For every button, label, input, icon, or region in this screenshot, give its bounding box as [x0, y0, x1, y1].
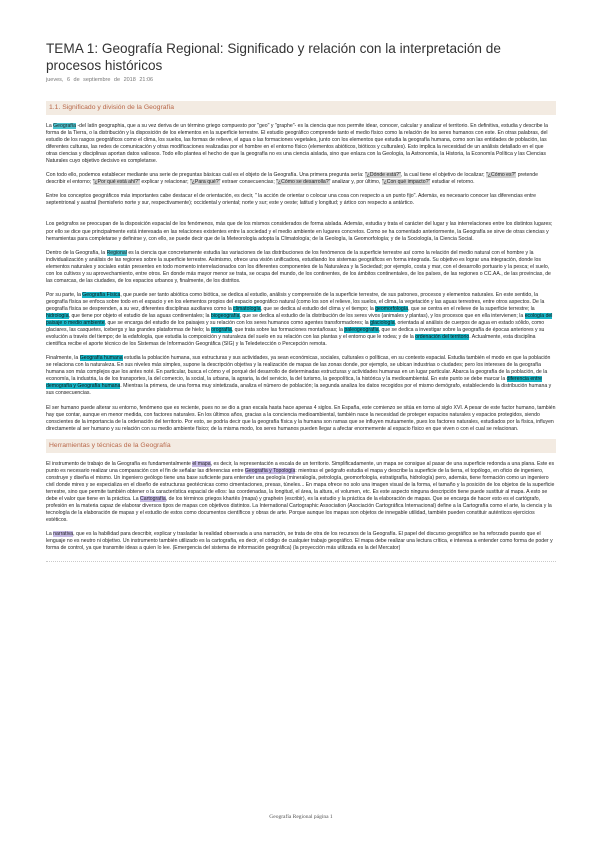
highlight-ecologia-paisaje: ecología del paisaje o medio ambiente — [46, 312, 553, 327]
text: , que se dedica al estudio del clima y el tiempo; la — [260, 305, 376, 312]
highlight-hidrologia: hidrología — [46, 312, 69, 319]
highlight-el-mapa: el mapa — [192, 460, 211, 467]
text: . Mientras la primera, de una forma muy sintetizada, analiza el número de población; la segunda analiza los datos recogidos por el mismo demógrafo, estableciendo la distribución humana y sus consecuencias. — [46, 383, 552, 397]
text: pretende describir el entorno; — [46, 172, 538, 186]
text: , orientada al análisis de cuerpos de agua en estado sólido, como glaciares, las casquetes, icebergs y las grandes plataformas de hielo; la — [46, 320, 545, 334]
paragraph-definition — [46, 123, 556, 165]
text: , es decir, la representación a escala de un territorio. Simplificadamente, un mapa se consigue al pasar de una superficie redonda a una plana. Este es punto es necesario realizar una comparación con el fin de señalar las diferencias entre — [46, 460, 555, 474]
highlight-climatologia: climatología — [233, 305, 261, 312]
highlight-geografia: Geografía — [53, 123, 77, 129]
text: La — [46, 531, 54, 538]
page-date: jueves, 6 de septiembre de 2018 21:06 — [46, 77, 154, 83]
highlight-glaciologia: glaciología — [370, 320, 395, 327]
question-desarrolla: "¿Cómo se desarrolla?" — [276, 179, 331, 186]
highlight-geomorfologia: geomorfología — [375, 305, 409, 312]
text: -del latín geographia, que a su vez deriva de un término griego compuesto por "geo" y "graphe"- es la ciencia que nos permite idear, conocer, calcular y analizar el territorio. En definitiva, estudia y describe la forma de la Tierra, o la distribución y la disposición de los elementos en la superficie terrestre. El estudio geográfico comprende tanto el medio físico como la relación de los seres humanos con este. En otras palabras, del estudio de los rasgos geográficos como el clima, los suelos, las formas de relieve, el agua o las formaciones vegetales, junto con los elementos que estudia la geografía humana, como son las entidades de población, las diferentes culturas, las redes de comunicación y otras modificaciones realizadas por el hombre en el entorno físico (elementos abióticos, bióticos y culturales). Esto implica la necesidad de un análisis detallado en el que otras ciencias y disciplinas aportan datos valiosos. Todo ello plantea el hecho de que la geografía no es una ciencia aislada, sino que enlaza con la Geología, la Astronomía, la Historia, la Economía Política y las Ciencias Naturales cuyo objetivo decisivo es completarse. — [46, 123, 548, 165]
document-page — [46, 40, 556, 562]
text: , que puede ser tanto abiótica como biótica, se dedica al estudio, análisis y comprensión de la superficie terrestre, de sus patrones, procesos y elementos naturales. En este sentido, la geografía física se enfoca sobre todo en el espacio y en los elementos propios del espacio geográfico natural (como los son el relieve, los suelos, el clima, la vegetación y las aguas terrestres, entre otros aspectos. De la geografía física se desprenden, a su vez, diferentes disciplinas auxiliares como la — [46, 291, 545, 312]
text: es la ciencia que concretamente estudia las variaciones de las distribuciones de los fenómenos de la superficie terrestre así como la relación del medio natural con el hombre y la individualización y análisis de las regiones sobre la superficie terrestre. Asimismo, ofrece una visión unificadora, estudiando los sistemas geográficos en forma integrada. Su objetivo es lograr una integración, donde los elementos naturales y sociales están presentes en todo momento interrelacionados con los diferentes componentes de la Naturaleza y la Sociedad; por ejemplo, costa y mar, con el desarrollo portuario y la pesca; el suelo, con los cultivos y su aprovechamiento, entre otros. En donde más mayor menor se trata, se ocupa del mundo, de los continentes, de los ámbitos continentales, de los países, de las regiones o CC.AA., de las provincias, de las comarcas, de las ciudades, de los espacios urbanos y, finalmente, de los distritos. — [46, 249, 551, 284]
question-por-que: "¿Por qué está ahí?" — [92, 179, 140, 186]
paragraph-geografia-fisica — [46, 292, 556, 348]
text: El instrumento de trabajo de la Geografía es fundamentalmente — [46, 460, 193, 467]
text: , que tiene por objeto el estudio de las aguas continentales; la — [68, 312, 211, 319]
text: La — [46, 123, 54, 129]
question-para-que: "¿Para qué?" — [189, 179, 221, 186]
text: : mientras el geógrafo estudia el mapa y describe la superficie de la tierra, el topólogo, en oficio de ingeniero, construye y diseña el mismo. Un ingeniero geólogo tiene una base suficiente para entender una geología (mineralogía, petrología, geomorfología, estratigrafía, hidrología) pero, además, tiene formación como un ingeniero civil donde mires y se especializa en el diseño de estructuras geotécnicas como cimentaciones, presas, túneles... En mapa ofrece no solo una imagen visual de la forma, el tamaño y la posición de los objetos de la superficie terrestre, sino que permite también obtener o la característica espacial de ellos: las coordenadas, la longitud, el área, la altura, el volumen, etc. Es este aspecto ninguna descripción tiene puede sustituir al mapa. A esto se debe el valor que tiene en la práctica. La — [46, 467, 555, 502]
highlight-regional: Regional — [106, 249, 127, 256]
text: extraer consecuencias; — [220, 179, 277, 186]
highlight-orografia: orografía — [211, 327, 232, 334]
text: , que trata sobre las formaciones montañosas; la — [231, 327, 345, 334]
highlight-narrativa: narrativa — [53, 531, 74, 538]
text: , que se dedica al estudio de la distribución de los seres vivos (animales y plantas), y los procesos que en ella intervienen; la — [239, 312, 525, 319]
paragraph-mapa — [46, 461, 556, 524]
text: , de los términos griegos khartēs (mapa) y graphein (escribir), es la estudio y la práctica de la elaboración de mapas. Que se encarga de hacer esto es el cartógrafo, profesión en la materia capaz de elaborar diversos tipos de mapas con objetivos distintos. La International Cartographic Association (Asociación Cartográfica Internacional) define a la Cartografía como el arte, la ciencia y la tecnología de la elaboración de mapas y el estudio de estos como documentos científicos y obras de arte. Porque aunque los mapas son objetos de innegable utilidad, también pueden constituir auténticos ejercicios estéticos. — [46, 495, 552, 524]
section-heading-herramientas: Herramientas y técnicas de la Geografía — [46, 439, 556, 453]
highlight-cartografia: Cartografía — [140, 495, 166, 502]
highlight-geografia-topologia: Geografía y Topología — [244, 467, 296, 474]
text: Finalmente, la — [46, 355, 80, 362]
paragraph-narrativa — [46, 531, 556, 552]
highlight-geografia-humana: Geografía humana — [79, 355, 123, 362]
highlight-biogeografia: biogeografía — [210, 312, 240, 319]
text: , que se encarga del estudio de los paisajes y su relación con los seres humanos como agentes transformadores; la — [104, 320, 371, 327]
paragraph-geografia-humana — [46, 355, 556, 397]
text: , la cual tiene el objetivo de localizar; — [400, 172, 487, 179]
section-heading-significado: 1.1. Significado y división de la Geografía — [46, 101, 556, 115]
paragraph-regional — [46, 250, 556, 285]
text: , que se dedica a investigar sobre la geografía de épocas anteriores y su evolución a través del tiempo; de la edafología, que estudia la composición y naturaleza del suelo en su relación con las plantas y el entorno que le rodea; y de la — [46, 327, 545, 341]
text: , que es la habilidad para describir, explicar y trasladar la realidad observada a una narración, se trata de otra de los recursos de la Geografía. El papel del discurso geográfico se ha reforzado puesto que el lenguaje no es neutro ni objetivo. Un instrumento también utilizado es la cartografía, es decir, el código de cualquier trabajo geográfico. El mapa debe realizar una lectura crítica, e interesa a entender como forma de poder y forma de control, ya que transmite ideas a quien lo lee. (Emergencia del sistema de información geográfica) (la proyección más utilizada es la del Mercator) — [46, 531, 553, 552]
paragraph-orientation: Entre los conceptos geográficos más importantes cabe destacar el de orientación, es decir, " la acción de orientar o colocar una cosa con respecto a un punto fijo". Además, es necesario conocer las diferencias entre septentrional y austral (hemisferio norte y sur, respectivamente); occidental y oriental; norte y sur; este y oeste; latitud y longitud; y ártico con respecto a antártico. — [46, 193, 537, 207]
text: Dentro de la Geografía, la — [46, 249, 107, 256]
highlight-ordenacion: ordenación del territorio — [415, 334, 470, 341]
highlight-demografia: diferencia entre demografía y Geografía humana — [46, 376, 543, 390]
text: . Actualmente, esta disciplina científica recibe el aporte técnico de los Sistemas de Información Geográfica (SIG) y la Teledetección o Percepción remota. — [46, 334, 536, 348]
text: analizar y, por último, — [330, 179, 382, 186]
text: , que se centra en el relieve de la superficie terrestre; la — [408, 305, 535, 312]
text: explicar y relacionar; — [139, 179, 190, 186]
text: estudia la población humana, sus estructuras y sus actividades, ya sean económicas, sociales, culturales o políticas, en su contexto espacial. Estudia también el modo en que la población se relaciona con la naturaleza. En sus niveles más simples, supone la descripción objetiva y la realización de mapas de las zonas donde, por ejemplo, se ubican industrias o ciudades; pero los intereses de la geografía humana son más complejos que los antes noté. En particular, busca el cómo y el porqué del desarrollo de determinadas estructuras y actividades humanas en un lugar particular. Abarca la geografía de la población, de la economía, la industria, la de los transportes, la del comercio, la social, la urbana, la agraria, la del servicio, la del turismo, la geopolítica, la histórica y la medioambiental. En este punto se debe marcar la — [46, 355, 551, 383]
paragraph-questions — [46, 172, 556, 186]
paragraph-disposition: Los geógrafos se preocupan de la disposición espacial de los fenómenos, más que de los mismos considerados de forma aislada. Además, estudia y trata el carácter del lugar y las interrelaciones entre los distintos lugares; por ello se dice que principalmente está interesada en las relaciones existentes entre la sociedad y el medio ambiente en lugares concretos. Como se ha comentado anteriormente, la Geografía se sirve de otras ciencias y herramientas para completarse y definirse y, con ello, se puede decir que de la Meteorología adopta la Climatología; de la Geología, la Geomorfología; y de la Sociología, la Ciencia Social. — [46, 221, 553, 242]
question-como: "¿Cómo es?" — [486, 172, 517, 179]
page-footer: Geografía Regional página 1 — [269, 814, 333, 820]
highlight-geografia-fisica: Geografía Física — [82, 291, 121, 298]
question-impacto: "¿Con qué impacto?" — [381, 179, 431, 186]
text: Con todo ello, podemos establecer mediante una serie de preguntas básicas cuál es el objeto de la Geografía. Una primera pregunta sería: — [46, 172, 365, 179]
page-title: TEMA 1: Geografía Regional: Significado y relación con la interpretación de procesos históricos — [46, 41, 501, 73]
highlight-paleogeografia: paleogeografía — [344, 327, 379, 334]
text: Por su parte, la — [46, 291, 83, 298]
text: estudiar el retorno. — [430, 179, 475, 186]
paragraph-ser-humano: El ser humano puede alterar su entorno, fenómeno que es reciente, pues no se dio a gran escala hasta hace apenas 4 siglos. En España, este comienzo se sitúa en torno al siglo XVI. A pesar de este factor humano, también hay que contar, aunque en menor medida, con factores naturales. En los últimos años, gracias a la conciencia medioambiental, también nace la necesidad de proteger espacios naturales y espacios protegidos, siendo conscientes de la importancia de la ordenación del territorio. Por esto, se podría decir que la geografía física y la humana son ramas que se influyen mutuamente, pues los factores naturales, estudiados por la física, influyen directamente al ser humano y su relación con su medio ambiente físico; de la misma modo, los seres humanos pueden llegar a afectar enormemente al espacio físico en que viven o con el cual se relacionan. — [46, 404, 556, 432]
question-donde: "¿Dónde está?" — [364, 172, 401, 179]
divider — [46, 561, 556, 562]
